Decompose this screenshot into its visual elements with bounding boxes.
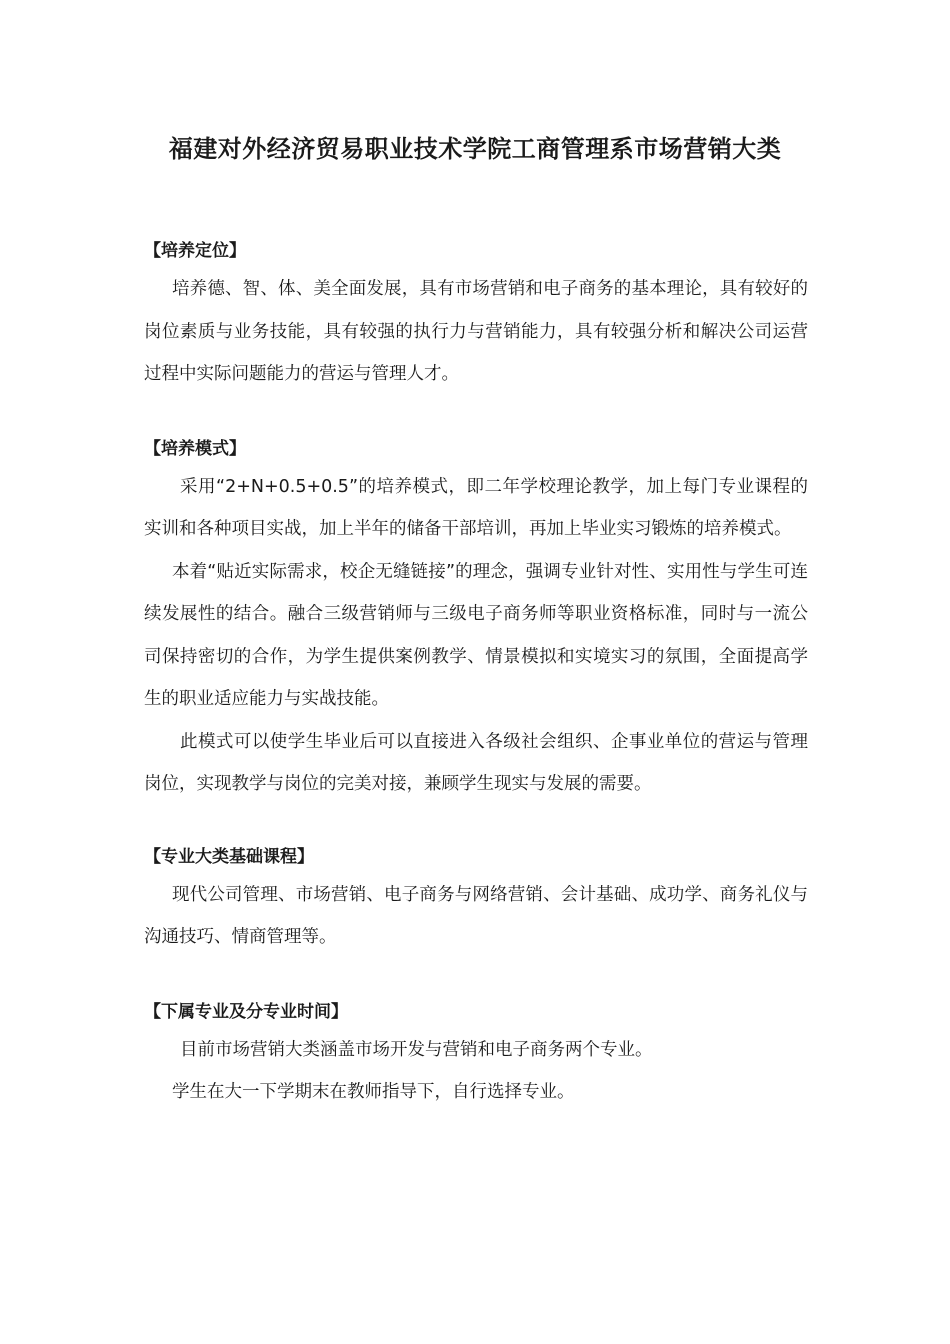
paragraph-majors-1: 目前市场营销大类涵盖市场开发与营销和电子商务两个专业。	[180, 1039, 653, 1060]
section-positioning	[144, 234, 808, 396]
section-majors-and-timing	[144, 995, 808, 1114]
section-heading-training-mode: 【培养模式】	[144, 438, 246, 459]
document-title: 福建对外经济贸易职业技术学院工商管理系市场营销大类	[168, 134, 782, 163]
paragraph-training-mode-1: 采用“2+N+0.5+0.5”的培养模式，即二年学校理论教学，加上每门专业课程的实训和各种项目实战，加上半年的储备干部培训，再加上毕业实习锻炼的培养模式。	[144, 476, 808, 539]
paragraph-training-mode-2: 本着“贴近实际需求，校企无缝链接”的理念，强调专业针对性、实用性与学生可连续发展性的结合。融合三级营销师与三级电子商务师等职业资格标准，同时与一流公司保持密切的合作，为学生提供案例教学、情景模拟和实境实习的氛围，全面提高学生的职业适应能力与实战技能。	[144, 561, 808, 709]
section-training-mode	[144, 432, 808, 806]
section-foundation-courses	[144, 840, 808, 959]
paragraph-positioning: 培养德、智、体、美全面发展，具有市场营销和电子商务的基本理论，具有较好的岗位素质与业务技能，具有较强的执行力与营销能力，具有较强分析和解决公司运营过程中实际问题能力的营运与管理人才。	[144, 279, 808, 384]
paragraph-foundation-courses: 现代公司管理、市场营销、电子商务与网络营销、会计基础、成功学、商务礼仪与沟通技巧、情商管理等。	[144, 884, 808, 947]
paragraph-majors-2: 学生在大一下学期末在教师指导下，自行选择专业。	[172, 1082, 575, 1102]
section-heading-foundation-courses: 【专业大类基础课程】	[144, 846, 314, 867]
section-heading-positioning: 【培养定位】	[144, 241, 246, 261]
document-body	[144, 234, 808, 1114]
section-heading-majors-and-timing: 【下属专业及分专业时间】	[144, 1001, 348, 1022]
paragraph-training-mode-3: 此模式可以使学生毕业后可以直接进入各级社会组织、企事业单位的营运与管理岗位，实现教学与岗位的完美对接，兼顾学生现实与发展的需要。	[144, 731, 808, 794]
